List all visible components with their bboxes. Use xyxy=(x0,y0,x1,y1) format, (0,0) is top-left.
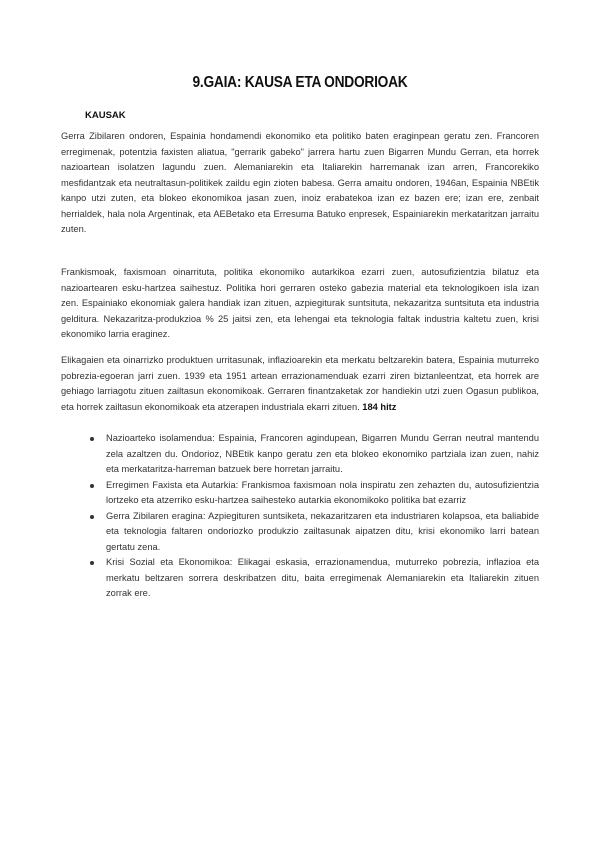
list-item xyxy=(61,478,539,509)
list-item xyxy=(61,431,539,478)
paragraph-text: Frankismoak, faxismoan oinarrituta, politika ekonomiko autarkikoa ezarri zuen, autosufizientzia bilatuz eta nazioartearen esku-hartzea saihestuz. Politika hori gerraren osteko gabezia material eta teknologikoen isla izan zen. Espainiako ekonomiak galera handiak izan zituen, azpiegiturak suntsituta, nekazaritza suntsituta eta industria gelditura. Nekazaritza-produkzioa % 25 jaitsi zen, eta lehengai eta teknologia faltak industria kaltetu zuen, krisi ekonomiko larria eraginez. xyxy=(61,267,539,339)
bullet-icon xyxy=(90,561,94,565)
summary-bullet-list xyxy=(61,431,539,602)
list-item-text: Gerra Zibilaren eragina: Azpiegituren suntsiketa, nekazaritzaren eta industriaren kolapsoa, eta baliabide eta teknologia faltaren ondoriozko produkzio zailtasunak aipatzen ditu, krisi ekonomiko larri batean gertatu zena. xyxy=(106,510,539,552)
paragraph-text: Elikagaien eta oinarrizko produktuen urritasunak, inflazioarekin eta merkatu beltzarekin batera, Espainia muturreko pobrezia-egoeran jarri zuen. 1939 eta 1951 artean errazionamenduak ezarri ziren biztanleentzat, eta horrek are gehiago larriagotu zituen zailtasun ekonomikoak. Gerraren finantzaketak zor handiekin utzi zuen Ogasun publikoa, eta horrek zailtasun ekonomikoak eta atzerapen industriala ekarri zituen. xyxy=(61,355,539,412)
bullet-icon xyxy=(90,437,94,441)
list-item-text: Nazioarteko isolamendua: Espainia, Francoren agindupean, Bigarren Mundu Gerran neutral mantendu zela azaltzen du. Ondorioz, NBEtik kanpo geratu zen eta blokeo ekonomiko partziala izan zuen, nahiz eta merkataritza-harreman batzuek bere horretan jarraitu. xyxy=(106,433,539,474)
paragraph-2 xyxy=(61,265,539,343)
paragraph-text: Gerra Zibilaren ondoren, Espainia hondamendi ekonomiko eta politiko baten eraginpean geratu zen. Francoren erregimenak, potentzia faxisten aliatua, "gerrarik gabeko" jarrera hartu zuen Bigarren Mundu Gerran, eta horrek nazioartean isolatzen lagundu zuen. Alemaniarekin eta Italiarekin harremanak izan arren, Francorekiko mesfidantzak eta neutraltasun-politikek zaildu egin zioten babesa. Gerra amaitu ondoren, 1946an, Espainia NBEtik kanpo utzi zuten, eta blokeo ekonomikoa jasan zuen, inoiz erabatekoa izan ez bazen ere; izan ere, zenbait herrialdek, hala nola Argentinak, eta AEBetako eta Erresuma Batuko enpresek, Espainiarekin merkataritzan jarraitu zuten. xyxy=(61,131,539,234)
list-item-text: Krisi Sozial eta Ekonomikoa: Elikagai eskasia, errazionamendua, muturreko pobrezia, inflazioa eta merkatu beltzaren sorrera deskribatzen ditu, baita erregimenak Alemaniarekin eta Italiarekin zituen zorrak ere. xyxy=(106,557,539,598)
bullet-icon xyxy=(90,515,94,519)
section-heading: KAUSAK xyxy=(85,110,126,121)
word-count: 184 hitz xyxy=(362,401,397,412)
list-item-text: Erregimen Faxista eta Autarkia: Frankismoa faxismoan nola inspiratu zen zehazten du, autosufizientzia lortzeko eta atzerriko esku-hartzea saihesteko autarkia ekonomikoko politika bat ezarriz xyxy=(106,479,539,505)
page-title: 9.GAIA: KAUSA ETA ONDORIOAK xyxy=(192,74,408,91)
paragraph-1 xyxy=(61,129,539,238)
bullet-icon xyxy=(90,484,94,488)
list-item xyxy=(61,509,539,556)
paragraph-3 xyxy=(61,353,539,415)
list-item xyxy=(61,555,539,602)
